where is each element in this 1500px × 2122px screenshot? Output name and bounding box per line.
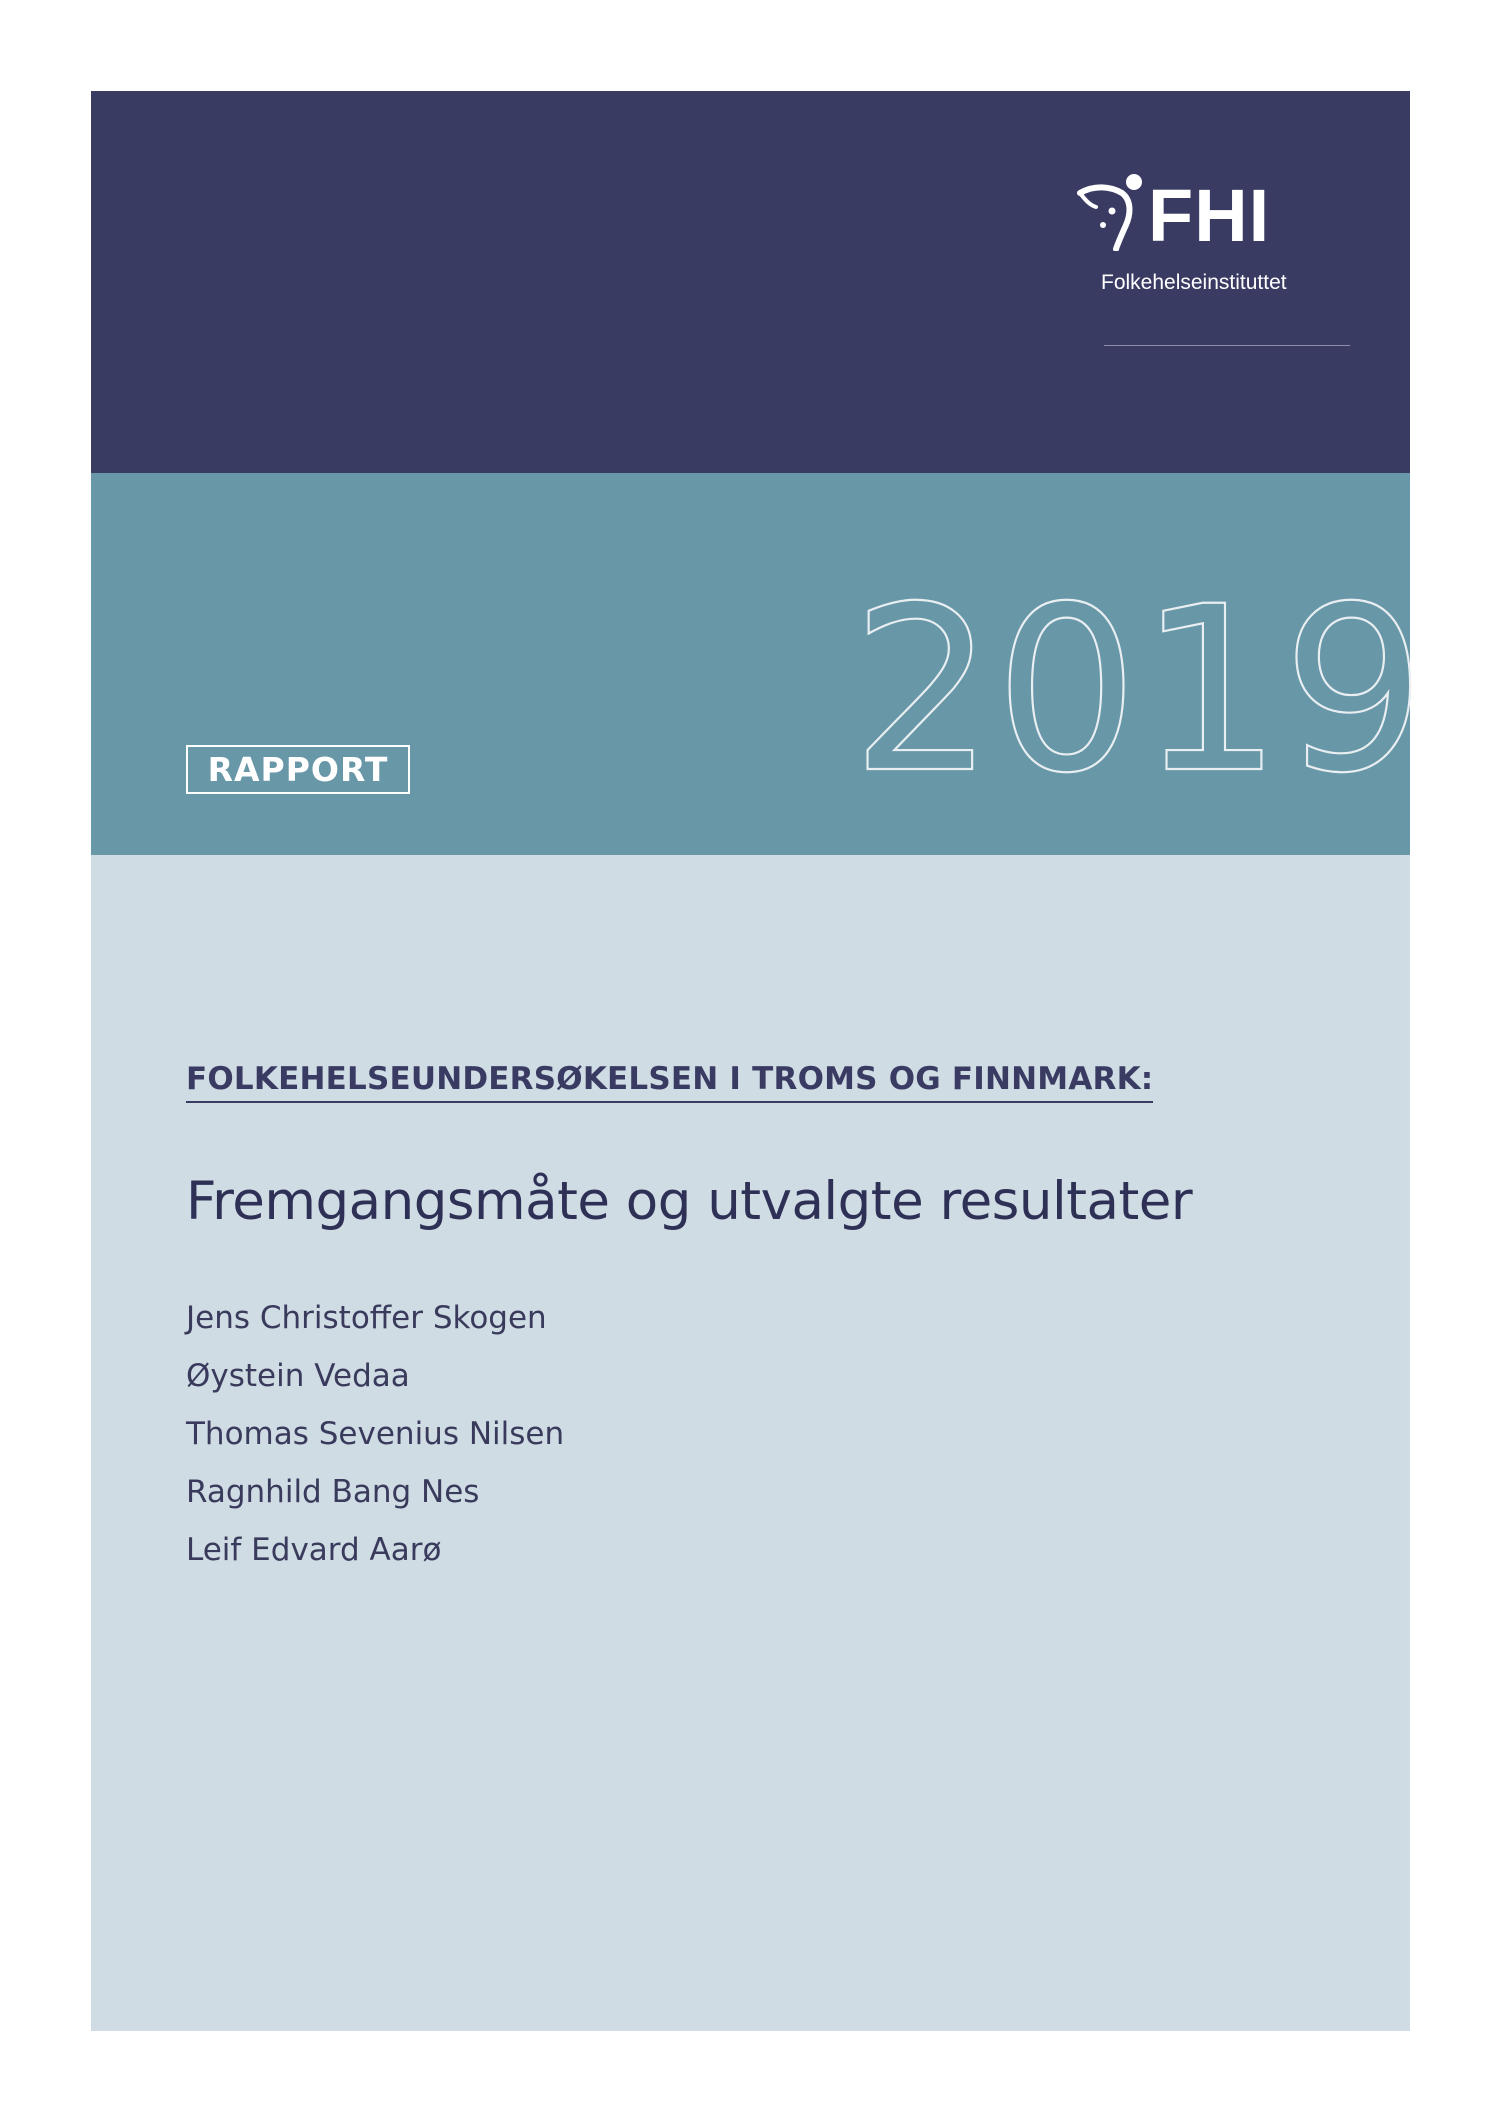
author-name: Jens Christoffer Skogen [186,1300,547,1336]
author-name: Thomas Sevenius Nilsen [186,1416,565,1452]
fhi-figure-icon [1076,171,1146,251]
author-name: Ragnhild Bang Nes [186,1474,480,1510]
report-cover [91,91,1426,2031]
author-name: Leif Edvard Aarø [186,1532,442,1568]
logo-divider [1104,345,1350,346]
report-series-heading: FOLKEHELSEUNDERSØKELSEN I TROMS OG FINNMARK: [186,1061,1153,1103]
author-name: Øystein Vedaa [186,1358,410,1394]
report-type-badge: RAPPORT [186,745,410,794]
fhi-logo-name: Folkehelseinstituttet [1101,271,1287,294]
fhi-logo-abbr: FHI [1148,174,1271,257]
author-list [186,1289,564,1579]
report-title: Fremgangsmåte og utvalgte resultater [186,1171,1193,1232]
report-year [851,591,1426,781]
report-year-text: 2019 [851,591,1426,781]
